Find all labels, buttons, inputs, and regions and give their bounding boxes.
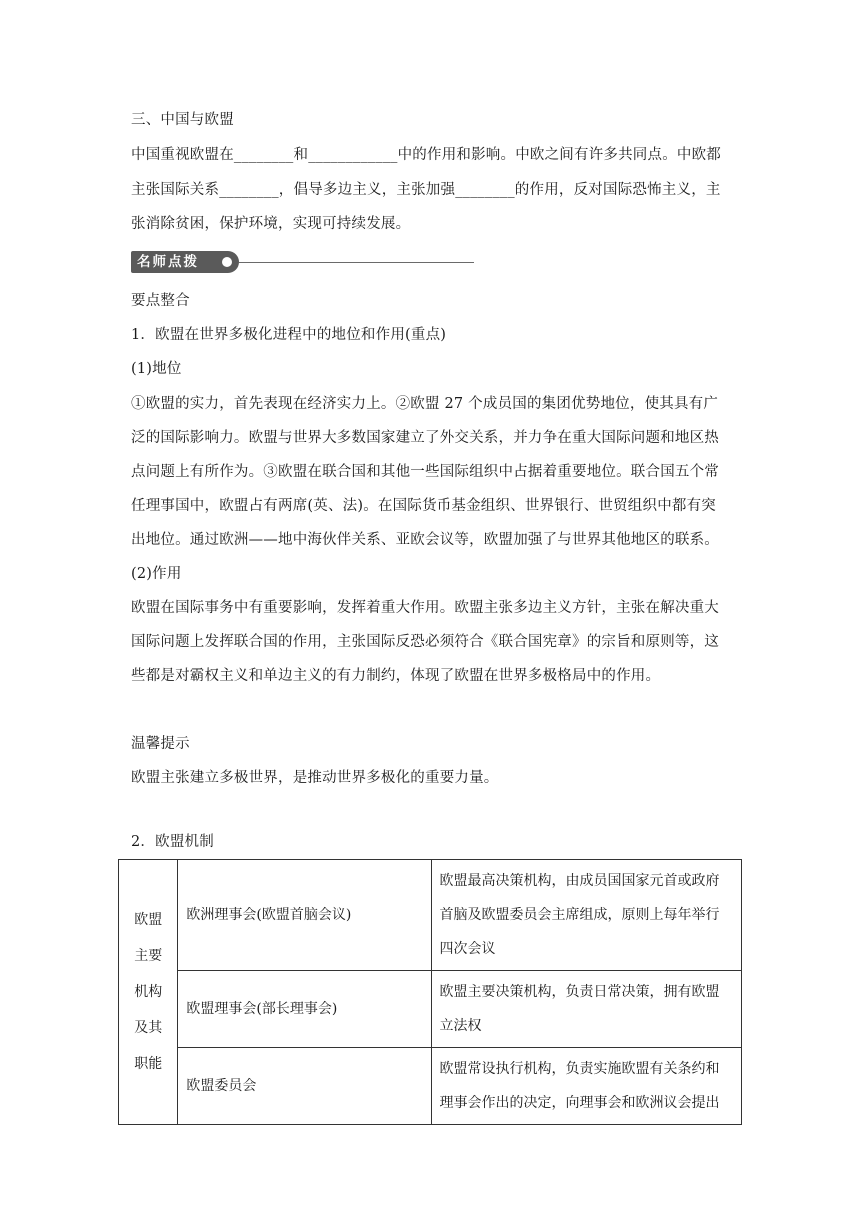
- sub1-line-2: 泛的国际影响力。欧盟与世界大多数国家建立了外交关系，并力争在重大国际问题和地区热: [131, 430, 719, 446]
- category-line: 欧盟: [134, 912, 163, 928]
- sub1-line-4: 任理事国中，欧盟占有两席(英、法)。在国际货币基金组织、世界银行、世贸组织中都有突: [131, 498, 717, 514]
- sub2-title: (2)作用: [131, 566, 182, 582]
- sub2-line-3: 些都是对霸权主义和单边主义的有力制约，体现了欧盟在世界多极格局中的作用。: [131, 668, 661, 684]
- desc-line: 理事会作出的决定，向理事会和欧洲议会提出: [439, 1095, 720, 1111]
- desc-line: 欧盟常设执行机构，负责实施欧盟有关条约和: [439, 1061, 720, 1077]
- item1-title: 1．欧盟在世界多极化进程中的地位和作用(重点): [131, 327, 447, 343]
- institution-name: 欧洲理事会(欧盟首脑会议): [178, 860, 431, 971]
- institution-desc: [431, 860, 741, 971]
- institution-name: 欧盟委员会: [178, 1048, 431, 1125]
- sub1-line-1: ①欧盟的实力，首先表现在经济实力上。②欧盟 27 个成员国的集团优势地位，使其具有广: [131, 396, 719, 412]
- item2-title: 2．欧盟机制: [131, 834, 214, 850]
- banner-divider: [239, 262, 474, 263]
- table-row: [119, 971, 742, 1048]
- category-line: 及其: [134, 1020, 163, 1036]
- category-line: 机构: [134, 984, 163, 1000]
- desc-line: 欧盟主要决策机构，负责日常决策，拥有欧盟: [439, 984, 720, 1000]
- section3-line-3: 张消除贫困，保护环境，实现可持续发展。: [131, 216, 411, 232]
- desc-line: 四次会议: [439, 941, 496, 957]
- table-row: [119, 1048, 742, 1125]
- institution-desc: [431, 971, 741, 1048]
- sub2-line-1: 欧盟在国际事务中有重要影响，发挥着重大作用。欧盟主张多边主义方针，主张在解决重大: [131, 600, 719, 616]
- sub1-line-5: 出地位。通过欧洲——地中海伙伴关系、亚欧会议等，欧盟加强了与世界其他地区的联系。: [131, 532, 719, 548]
- institution-name: 欧盟理事会(部长理事会): [178, 971, 431, 1048]
- key-points-heading: 要点整合: [131, 293, 190, 309]
- badge-dot-icon: [222, 257, 232, 267]
- table-row: [119, 860, 742, 971]
- tip-heading: 温馨提示: [131, 736, 190, 752]
- category-line: 主要: [134, 948, 163, 964]
- desc-line: 欧盟最高决策机构，由成员国国家元首或政府: [439, 873, 720, 889]
- sub1-line-3: 点问题上有所作为。③欧盟在联合国和其他一些国际组织中占据着重要地位。联合国五个常: [131, 464, 719, 480]
- eu-institutions-table: [118, 859, 742, 1125]
- section3-line-2: 主张国际关系________，倡导多边主义，主张加强________的作用，反对国际恐怖主义，主: [131, 182, 721, 198]
- desc-line: 立法权: [439, 1018, 482, 1034]
- tip-text: 欧盟主张建立多极世界，是推动世界多极化的重要力量。: [131, 770, 499, 786]
- category-cell: [119, 860, 178, 1125]
- section3-line-1: 中国重视欧盟在________和____________中的作用和影响。中欧之间有许多共同点。中欧都: [131, 147, 721, 163]
- teacher-tips-banner: [131, 251, 476, 273]
- sub2-line-2: 国际问题上发挥联合国的作用，主张国际反恐必须符合《联合国宪章》的宗旨和原则等，这: [131, 634, 719, 650]
- desc-line: 首脑及欧盟委员会主席组成，原则上每年举行: [439, 907, 720, 923]
- category-line: 职能: [134, 1056, 163, 1072]
- teacher-tips-label: 名师点拨: [137, 254, 199, 270]
- sub1-title: (1)地位: [131, 361, 182, 377]
- section3-heading: 三、中国与欧盟: [131, 112, 234, 128]
- institution-desc: [431, 1048, 741, 1125]
